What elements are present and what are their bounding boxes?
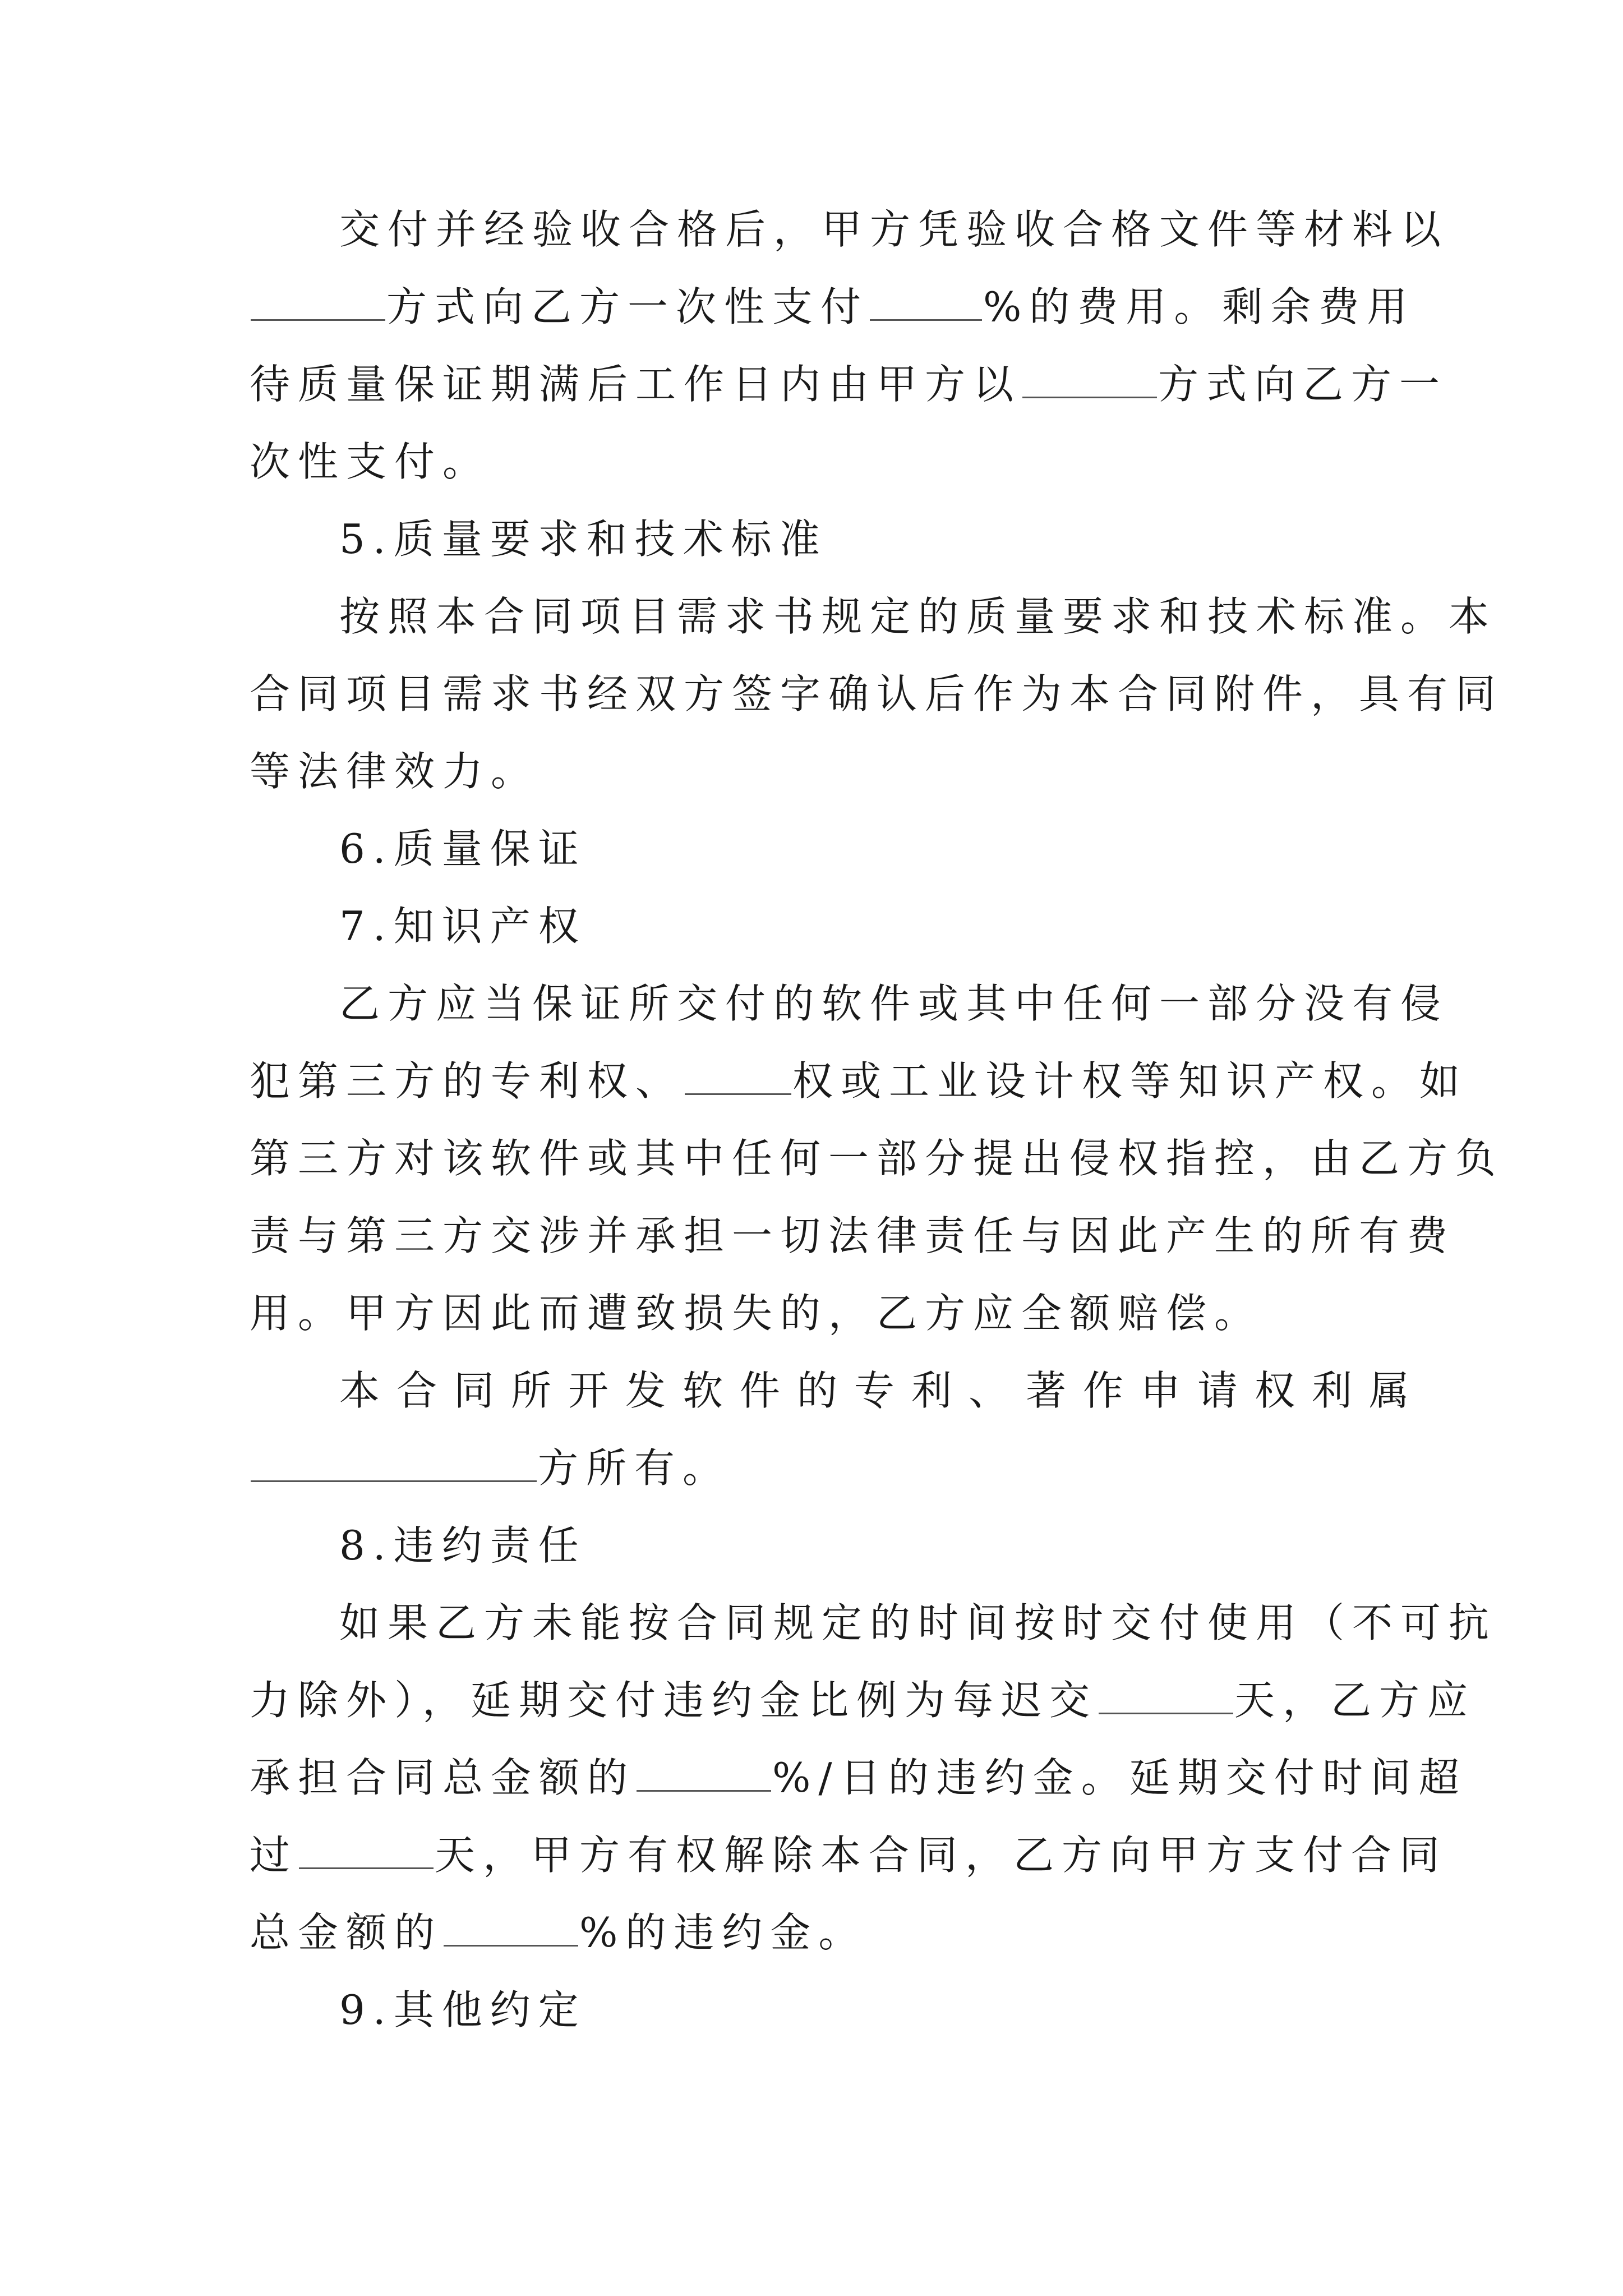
fill-blank[interactable] bbox=[685, 1061, 791, 1095]
paragraph-line bbox=[250, 1197, 1456, 1274]
text-span: 次性支付。 bbox=[250, 438, 491, 485]
paragraph-line bbox=[250, 733, 1394, 810]
text-span: 方式向乙方一次性支付 bbox=[386, 283, 869, 330]
paragraph-line bbox=[250, 1352, 1427, 1429]
fill-blank[interactable] bbox=[1099, 1680, 1233, 1714]
fill-blank[interactable] bbox=[444, 1912, 578, 1947]
paragraph-line bbox=[250, 1429, 1394, 1507]
text-span: 天，乙方应 bbox=[1234, 1677, 1476, 1724]
text-span: 交付并经验收合格后，甲方凭验收合格文件等材料以 bbox=[339, 206, 1449, 253]
text-span: %的违约金。 bbox=[579, 1909, 867, 1956]
fill-blank[interactable] bbox=[1022, 364, 1157, 398]
text-span: 等法律效力。 bbox=[250, 748, 540, 795]
contract-page bbox=[250, 191, 1504, 2049]
paragraph-line bbox=[250, 1739, 1467, 1816]
text-span: 力除外），延期交付违约金比例为每迟交 bbox=[250, 1677, 1098, 1724]
text-span: %的费用。剩余费用 bbox=[983, 283, 1415, 330]
text-span: 如果乙方未能按合同规定的时间按时交付使用（不可抗 bbox=[339, 1599, 1497, 1646]
fill-blank[interactable] bbox=[251, 287, 385, 321]
text-span: 用。甲方因此而遭致损失的，乙方应全额赔偿。 bbox=[250, 1290, 1263, 1337]
paragraph-line bbox=[250, 1042, 1468, 1120]
paragraph-line bbox=[250, 1894, 1394, 1971]
paragraph-line bbox=[250, 268, 1415, 346]
paragraph-line bbox=[250, 655, 1504, 733]
fill-blank[interactable] bbox=[251, 1448, 537, 1482]
text-span: 过 bbox=[250, 1832, 298, 1879]
text-span: 方式向乙方一 bbox=[1158, 361, 1448, 408]
section-heading-6: 6.质量保证 bbox=[339, 825, 587, 872]
text-span: 方所有。 bbox=[538, 1444, 731, 1492]
paragraph-line bbox=[250, 1274, 1394, 1352]
section-heading-5: 5.质量要求和技术标准 bbox=[339, 516, 828, 563]
paragraph-line bbox=[250, 965, 1449, 1042]
text-span: 乙方应当保证所交付的软件或其中任何一部分没有侵 bbox=[339, 980, 1449, 1027]
text-span: 承担合同总金额的 bbox=[250, 1754, 636, 1801]
text-span: 合同项目需求书经双方签字确认后作为本合同附件，具有同 bbox=[250, 670, 1504, 717]
text-span: 本合同所开发软件的专利、著作申请权利属 bbox=[339, 1367, 1427, 1414]
section-heading-7: 7.知识产权 bbox=[339, 903, 587, 950]
text-span: 权或工业设计权等知识产权。如 bbox=[792, 1057, 1468, 1105]
text-span: %/日的违约金。延期交付时间超 bbox=[772, 1754, 1467, 1801]
text-span: 责与第三方交涉并承担一切法律责任与因此产生的所有费 bbox=[250, 1212, 1456, 1259]
paragraph-line bbox=[250, 346, 1448, 423]
paragraph-line bbox=[250, 1120, 1504, 1197]
text-span: 待质量保证期满后工作日内由甲方以 bbox=[250, 361, 1022, 408]
text-span: 按照本合同项目需求书规定的质量要求和技术标准。本 bbox=[339, 593, 1497, 640]
fill-blank[interactable] bbox=[299, 1835, 434, 1869]
paragraph-line bbox=[250, 1584, 1497, 1662]
text-span: 天，甲方有权解除本合同，乙方向甲方支付合同 bbox=[435, 1832, 1448, 1879]
paragraph-line bbox=[250, 578, 1497, 655]
paragraph-line bbox=[250, 423, 1394, 500]
fill-blank[interactable] bbox=[870, 287, 982, 321]
paragraph-line bbox=[250, 191, 1449, 268]
paragraph-line bbox=[250, 1662, 1476, 1739]
section-heading-8: 8.违约责任 bbox=[339, 1522, 587, 1569]
paragraph-line bbox=[250, 1816, 1448, 1894]
section-heading-9: 9.其他约定 bbox=[339, 1986, 587, 2033]
text-span: 总金额的 bbox=[250, 1909, 443, 1956]
text-span: 第三方对该软件或其中任何一部分提出侵权指控，由乙方负 bbox=[250, 1135, 1504, 1182]
fill-blank[interactable] bbox=[637, 1757, 771, 1792]
text-span: 犯第三方的专利权、 bbox=[250, 1057, 684, 1105]
